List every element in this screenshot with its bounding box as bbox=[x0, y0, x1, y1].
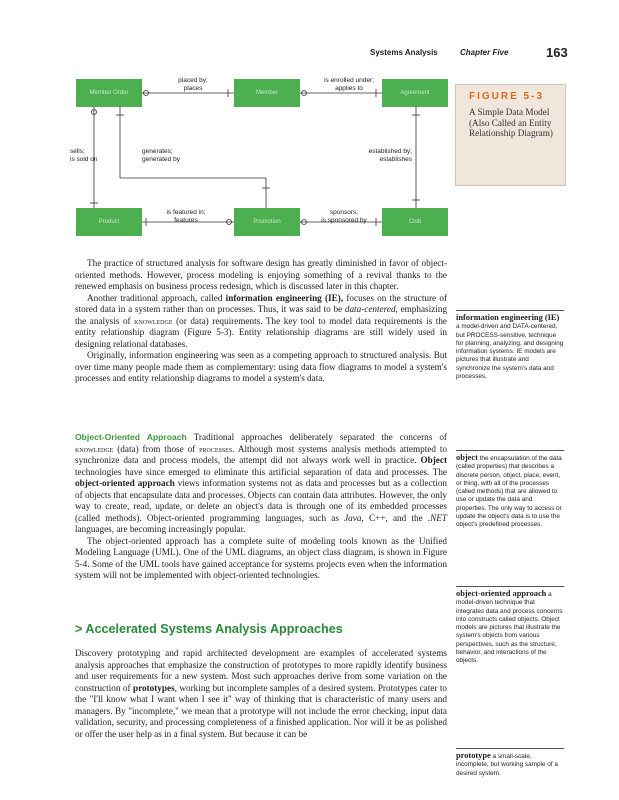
rel-generated-by-label: generated by bbox=[142, 155, 180, 163]
entity-relationship-diagram bbox=[70, 77, 448, 240]
rel-placed-by bbox=[168, 77, 218, 92]
figure-label: FIGURE 5-3 bbox=[469, 91, 545, 102]
page-number: 163 bbox=[546, 45, 568, 60]
rel-sells-label: sells; bbox=[70, 148, 85, 155]
entity-agreement: Agreement bbox=[382, 79, 448, 107]
rel-established-by bbox=[352, 148, 412, 163]
chapter-label: Chapter Five bbox=[460, 48, 509, 57]
margin-term-object: object bbox=[456, 453, 478, 462]
rel-sells bbox=[70, 148, 110, 163]
figure-caption: A Simple Data Model (Also Called an Entity Relationship Diagram) bbox=[469, 107, 553, 138]
subheading-object-oriented: Object-Oriented Approach bbox=[75, 432, 187, 442]
term-object-oriented-approach: object-oriented approach bbox=[75, 478, 175, 488]
entity-member: Member bbox=[234, 79, 300, 107]
rel-sponsors bbox=[312, 209, 376, 224]
paragraph-object-oriented: Object-Oriented Approach Traditional approaches deliberately separated the concerns of knowledge (data) from those of processes. Although most systems analysis methods attempted to synchronize data and process models, the attempt did not always work well in practice. Object technologies have since emerged to eliminate this artificial separation of data and processes. The object-oriented approach views information systems not as data and processes but as a collection of objects that encapsulate data and processes. Objects can contain data attributes. However, the only way to create, read, update, or delete an object's data is through one of its embedded processes (called methods). Object-oriented programming languages, such as Java, C++, and the .NET languages, are becoming increasingly popular. bbox=[75, 432, 448, 534]
rel-sponsors-label: sponsors; bbox=[329, 209, 359, 216]
margin-definition-object: object the encapsulation of the data (called properties) that describes a discrete person, object, place, event, or thing, with all of the processes (called methods) that are allowed to use or update the data and properties. The only way to access or update the object's data is to use the object's predefined processes. bbox=[456, 450, 564, 530]
rel-applies-to-label: applies to bbox=[335, 84, 363, 92]
margin-definition-prototype: prototype a small-scale, incomplete, but working sample of a desired system. bbox=[456, 748, 564, 778]
rel-places-label: places bbox=[183, 84, 203, 92]
margin-term-prototype: prototype bbox=[456, 751, 491, 760]
rel-enrolled-under-label: is enrolled under; bbox=[324, 77, 374, 84]
page-header bbox=[0, 46, 619, 66]
entity-member-order: Member Order bbox=[76, 79, 142, 107]
rel-is-sponsored-by-label: is sponsored by bbox=[321, 216, 367, 224]
term-prototypes: prototypes bbox=[132, 682, 175, 693]
rel-established-by-label: established by; bbox=[368, 148, 412, 155]
term-information-engineering: information engineering (IE), bbox=[225, 292, 344, 303]
paragraph-prototyping: Discovery prototyping and rapid architected development are examples of accelerated systems analysis approaches that emphasize the construction of prototypes to more rapidly identify business and user requirements for a new system. Most such approaches derive from some variation on the construction of prototypes, working but incomplete samples of a desired system. Prototypes cater to the "I'll know what I want when I see it" way of thinking that is characteristic of many users and managers. By "incomplete," we mean that a prototype will not include the error checking, input data validation, security, and processing completeness of a finished application. Nor will it be as polished or offer the user help as in a final system. But because it can be bbox=[75, 648, 447, 739]
entity-promotion: Promotion bbox=[234, 208, 300, 236]
body-text-accelerated bbox=[75, 648, 447, 740]
paragraph-information-engineering: Another traditional approach, called information engineering (IE), focuses on the structure of stored data in a system rather than on processes. Thus, it was said to be data-centered, emphasizing the analysis of knowledge (or data) requirements. The key tool to model data requirements is the entity relationship diagram (Figure 5-3). Entity relationship diagrams are still widely used in designing relational databases. bbox=[75, 292, 448, 349]
running-title: Systems Analysis bbox=[370, 48, 438, 57]
rel-features-label: features bbox=[174, 216, 198, 224]
paragraph-structured-analysis: The practice of structured analysis for software design has greatly diminished in favor of object-oriented methods. However, process modeling is enjoying something of a revival thanks to the renewed emphasis on business process redesign, which is discussed later in this chapter. bbox=[75, 258, 447, 291]
entity-product: Product bbox=[76, 208, 142, 236]
body-text-top bbox=[75, 258, 447, 385]
rel-placed-by-label: placed by; bbox=[178, 77, 208, 84]
margin-term-ie: information engineering (IE) bbox=[456, 313, 560, 322]
margin-definition-object-oriented: object-oriented approach a model-driven technique that integrates data and process concerns into constructs called objects. Object models are pictures that illustrate the system's objects from various perspectives, such as the structure, behavior, and interactions of the objects. bbox=[456, 586, 564, 666]
rel-featured-in-label: is featured in; bbox=[166, 209, 206, 216]
rel-generates-label: generates; bbox=[142, 148, 173, 155]
rel-is-sold-on-label: is sold on bbox=[70, 155, 98, 163]
paragraph-complementary: Originally, information engineering was seen as a competing approach to structured analysis. But over time many people made them as complementary: using data flow diagrams to model a system's processes and entity relationship diagrams to model a system's data. bbox=[75, 350, 447, 383]
rel-enrolled-under bbox=[314, 77, 384, 92]
body-text-object bbox=[75, 432, 447, 582]
margin-definition-ie: information engineering (IE) a model-driven and DATA-centered, but PROCESS-sensitive, technique for planning, analyzing, and designing information systems. IE models are pictures that illustrate and synchronize the system's data and processes. bbox=[456, 310, 564, 381]
rel-establishes-label: establishes bbox=[379, 155, 412, 163]
paragraph-uml: The object-oriented approach has a complete suite of modeling tools known as the Unified Modeling Language (UML). One of the UML diagrams, an object class diagram, is shown in Figure 5-4. Some of the UML tools have gained acceptance for systems projects even when the information system will not be implemented with object-oriented technologies. bbox=[75, 535, 447, 580]
entity-club: Club bbox=[382, 208, 448, 236]
rel-generates bbox=[142, 148, 212, 163]
term-object: Object bbox=[420, 455, 447, 465]
section-heading-accelerated: > Accelerated Systems Analysis Approaches bbox=[75, 622, 343, 636]
margin-term-object-oriented: object-oriented approach bbox=[456, 589, 547, 598]
rel-featured-in bbox=[156, 209, 216, 224]
figure-caption-box bbox=[455, 84, 566, 186]
